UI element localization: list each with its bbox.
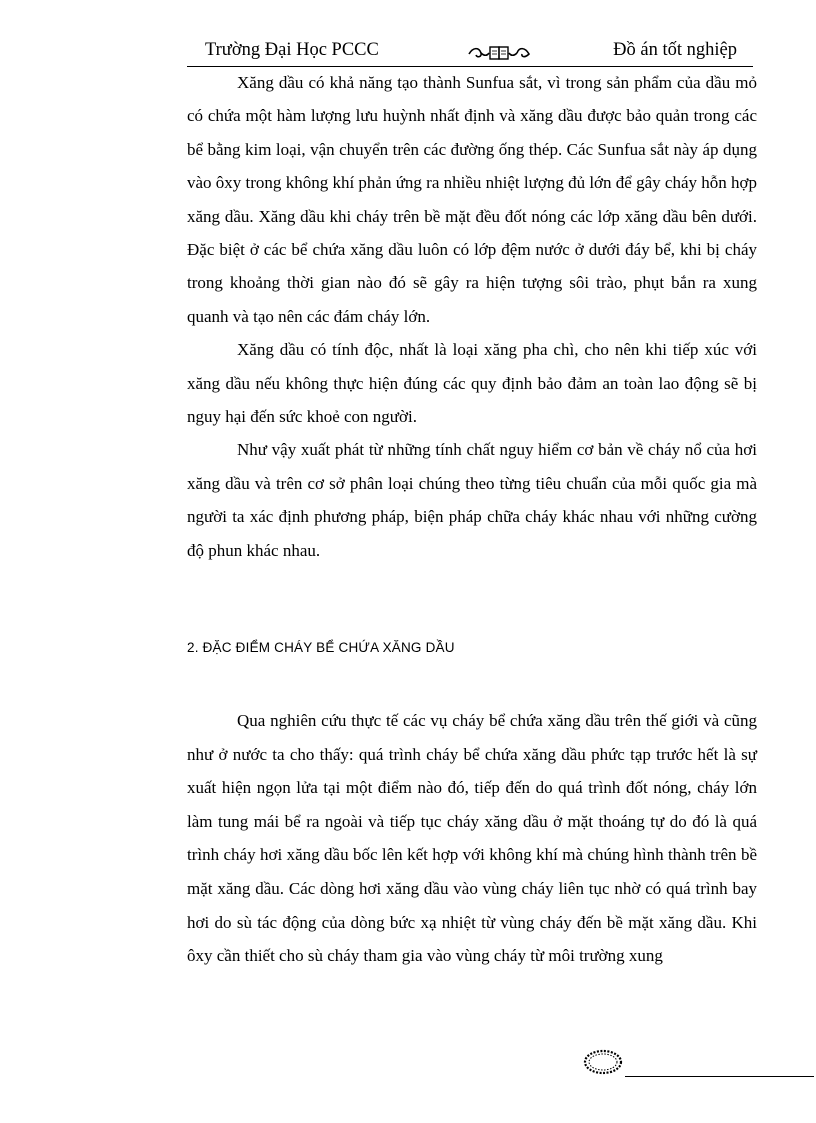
header-school: Trường Đại Học PCCC	[205, 40, 379, 60]
paragraph: Xăng dầu có tính độc, nhất là loại xăng pha chì, cho nên khi tiếp xúc với xăng dầu nếu không thực hiện đúng các quy định bảo đảm an toàn lao động sẽ bị nguy hại đến sức khoẻ con người.	[187, 340, 757, 427]
footer-rule	[625, 1076, 814, 1077]
body-section-2	[187, 704, 757, 973]
wreath-ornament-icon	[581, 1047, 625, 1077]
body-section-1	[187, 66, 757, 567]
page-header	[187, 38, 753, 67]
paragraph: Xăng dầu có khả năng tạo thành Sunfua sắt, vì trong sản phẩm của dầu mỏ có chứa một hàm lượng lưu huỳnh nhất định và xăng dầu được bảo quản trong các bể bằng kim loại, vận chuyển trên các đường ống thép. Các Sunfua sắt này áp dụng vào ôxy trong không khí phản ứng ra nhiều nhiệt lượng đủ lớn để gây cháy hỗn hợp xăng dầu. Xăng dầu khi cháy trên bề mặt đều đốt nóng các lớp xăng dầu bên dưới. Đặc biệt ở các bể chứa xăng dầu luôn có lớp đệm nước ở dưới đáy bể, khi bị cháy trong khoảng thời gian nào đó sẽ gây ra hiện tượng sôi trào, phụt bắn ra xung quanh và tạo nên các đám cháy lớn.	[187, 73, 757, 326]
book-ornament-icon	[467, 44, 531, 62]
header-doc-type: Đồ án tốt nghiệp	[613, 40, 737, 60]
paragraph: Qua nghiên cứu thực tế các vụ cháy bể chứa xăng dầu trên thế giới và cũng như ở nước ta cho thấy: quá trình cháy bể chứa xăng dầu phức tạp trước hết là sự xuất hiện ngọn lửa tại một điểm nào đó, tiếp đến do quá trình đốt nóng, cháy lớn làm tung mái bể ra ngoài và tiếp tục cháy xăng dầu ở mặt thoáng tự do đó là quá trình cháy hơi xăng dầu bốc lên kết hợp với không khí mà chúng hình thành trên bề mặt xăng dầu. Các dòng hơi xăng dầu vào vùng cháy liên tục nhờ có quá trình bay hơi do sù tác động của dòng bức xạ nhiệt từ vùng cháy đến bề mặt xăng dầu. Khi ôxy cần thiết cho sù cháy tham gia vào vùng cháy từ môi trường xung	[187, 711, 757, 966]
paragraph: Như vậy xuất phát từ những tính chất nguy hiểm cơ bản về cháy nổ của hơi xăng dầu và trên cơ sở phân loại chúng theo từng tiêu chuẩn của mỗi quốc gia mà người ta xác định phương pháp, biện pháp chữa cháy khác nhau với những cường độ phun khác nhau.	[187, 440, 757, 560]
section-heading: 2. ĐẶC ĐIỂM CHÁY BỂ CHỨA XĂNG DẦU	[187, 640, 455, 655]
